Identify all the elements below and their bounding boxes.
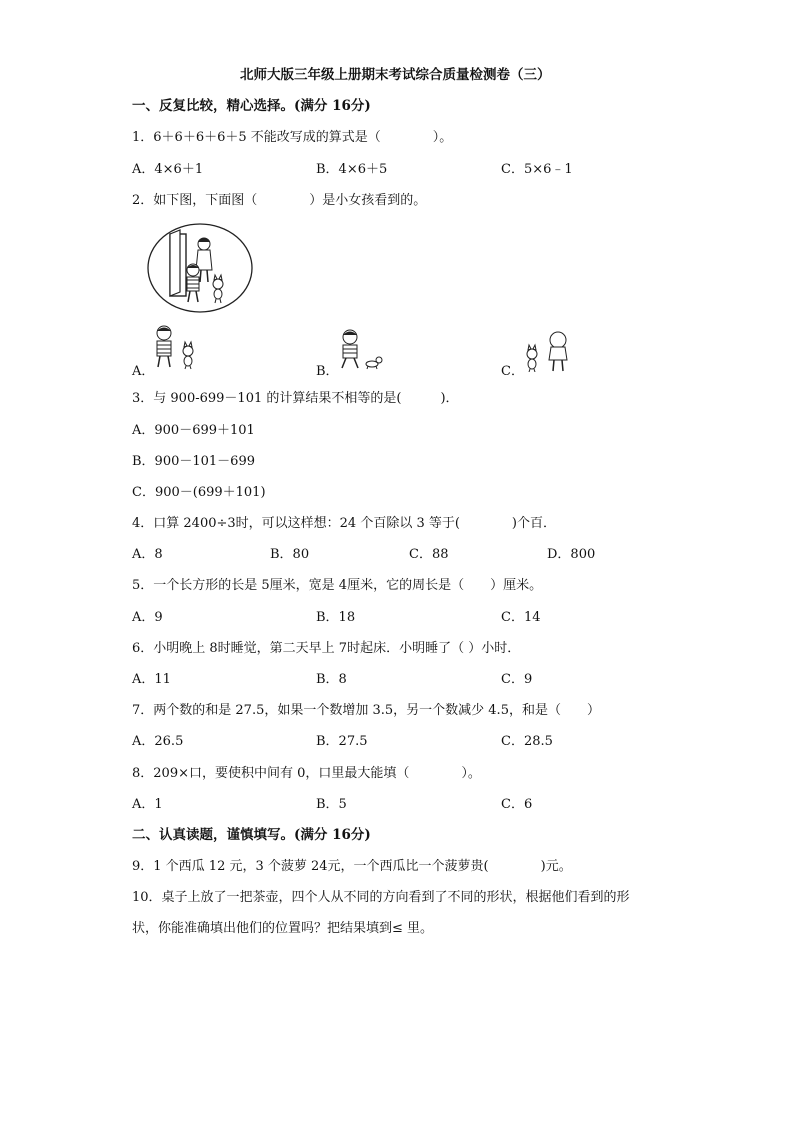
question-3-stem: 3．与 900-699－101 的计算结果不相等的是( )． — [132, 391, 459, 406]
question-7-option-b: B．27.5 — [316, 734, 368, 749]
question-6-option-b: B．8 — [316, 672, 347, 687]
section-2-heading: 二、认真读题，谨慎填写。(满分 16分) — [132, 827, 371, 843]
question-5-stem: 5．一个长方形的长是 5厘米，宽是 4厘米，它的周长是（ ）厘米。 — [132, 578, 543, 593]
question-4-option-b: B．80 — [270, 547, 310, 562]
question-6-option-c: C．9 — [501, 672, 533, 687]
question-3-option-a: A．900－699＋101 — [132, 423, 255, 438]
cat-and-girl-back-icon — [520, 330, 572, 372]
question-8-option-a: A．1 — [132, 797, 163, 812]
question-5-option-a: A．9 — [132, 610, 163, 625]
question-3-option-c: C．900－(699＋101) — [132, 485, 266, 500]
question-1-option-b: B．4×6＋5 — [316, 162, 388, 177]
question-9-stem: 9．1 个西瓜 12 元，3 个菠萝 24元，一个西瓜比一个菠萝贵( )元。 — [132, 859, 572, 874]
boy-and-cat-side-icon — [336, 328, 386, 370]
question-4-stem: 4．口算 2400÷3时，可以这样想：24 个百除以 3 等于( )个百． — [132, 516, 557, 531]
question-10-line-2: 状，你能准确填出他们的位置吗？把结果填到≤ 里。 — [132, 921, 434, 936]
question-7-option-a: A．26.5 — [132, 734, 184, 749]
question-2-option-c: C． — [501, 364, 524, 379]
question-1-option-a: A．4×6＋1 — [132, 162, 204, 177]
question-1-option-c: C．5×6﹣1 — [501, 162, 573, 177]
question-3-option-b: B．900－101－699 — [132, 454, 255, 469]
question-8-option-c: C．6 — [501, 797, 533, 812]
question-6-stem: 6．小明晚上 8时睡觉，第二天早上 7时起床．小明睡了（ ）小时． — [132, 641, 521, 656]
exam-title: 北师大版三年级上册期末考试综合质量检测卷（三） — [240, 67, 551, 83]
question-1-stem: 1．6＋6＋6＋6＋5 不能改写成的算式是（ ）。 — [132, 130, 453, 145]
question-6-option-a: A．11 — [132, 672, 171, 687]
question-2-option-b: B． — [316, 364, 339, 379]
question-4-option-a: A．8 — [132, 547, 163, 562]
question-8-stem: 8．209×口，要使积中间有 0，口里最大能填（ ）。 — [132, 766, 481, 781]
question-5-option-b: B．18 — [316, 610, 356, 625]
question-2-stem: 2．如下图，下面图（ ）是小女孩看到的。 — [132, 193, 427, 208]
question-10-line-1: 10．桌子上放了一把茶壶，四个人从不同的方向看到了不同的形状，根据他们看到的形 — [132, 890, 630, 905]
question-4-option-d: D．800 — [547, 547, 596, 562]
question-8-option-b: B．5 — [316, 797, 347, 812]
scene-illustration — [146, 222, 254, 314]
question-7-option-c: C．28.5 — [501, 734, 553, 749]
question-5-option-c: C．14 — [501, 610, 541, 625]
boy-and-cat-front-icon — [150, 324, 200, 370]
question-4-option-c: C．88 — [409, 547, 449, 562]
question-2-option-a: A． — [132, 364, 155, 379]
section-1-heading: 一、反复比较，精心选择。(满分 16分) — [132, 98, 371, 114]
question-7-stem: 7．两个数的和是 27.5，如果一个数增加 3.5，另一个数减少 4.5，和是（ ） — [132, 703, 600, 718]
